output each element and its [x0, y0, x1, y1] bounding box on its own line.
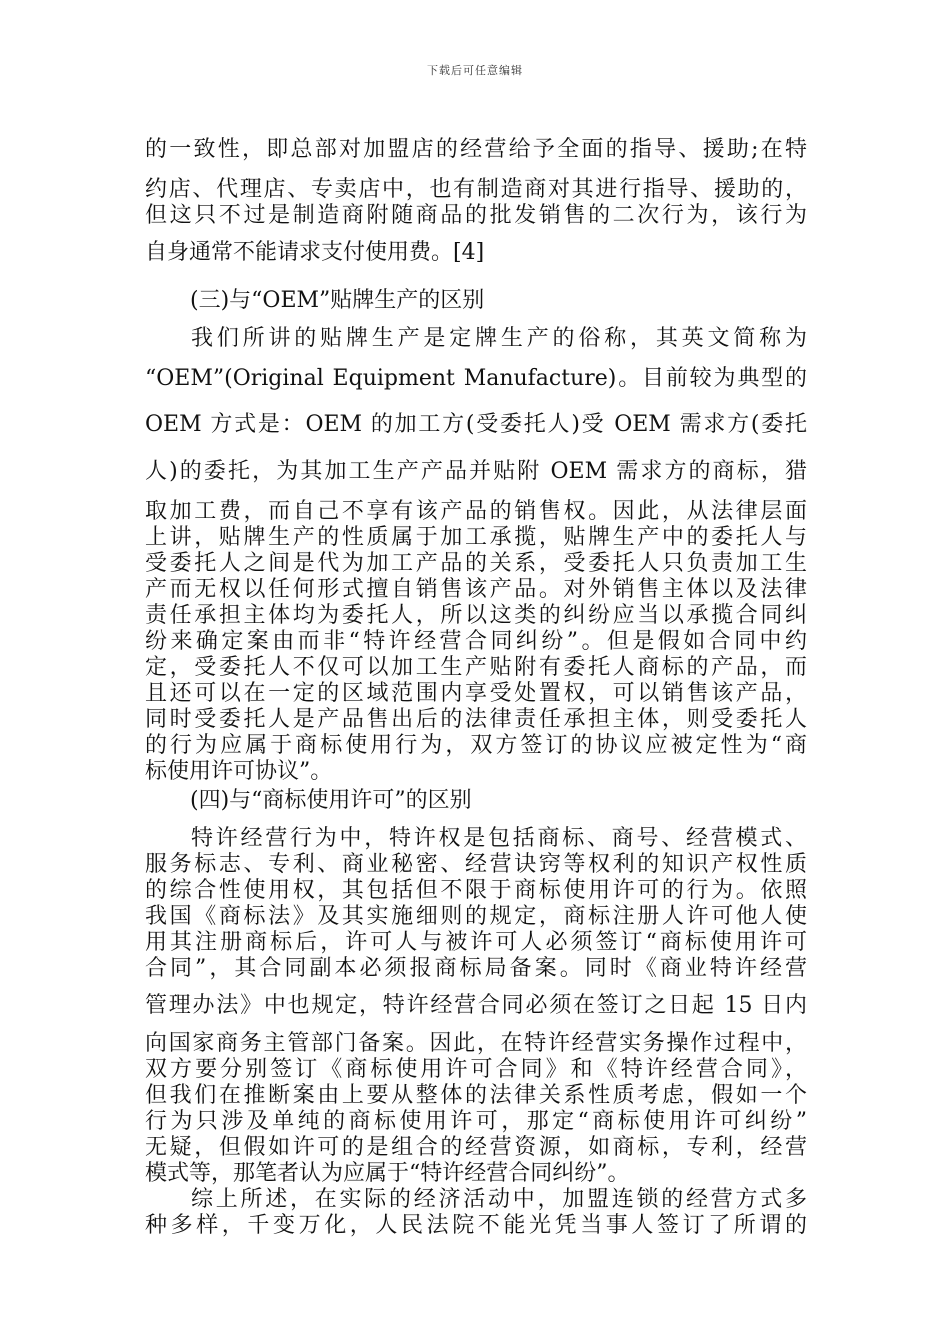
paragraph-line: 同时受委托人是产品售出后的法律责任承担主体，则受委托人: [145, 707, 807, 732]
paragraph-line: 的综合性使用权，其包括但不限于商标使用许可的行为。依照: [145, 878, 807, 903]
paragraph-line: 上讲，贴牌生产的性质属于加工承揽，贴牌生产中的委托人与: [145, 525, 807, 550]
paragraph-line: 自身通常不能请求支付使用费。[4]: [145, 240, 485, 265]
paragraph-line: 产而无权以任何形式擅自销售该产品。对外销售主体以及法律: [145, 577, 807, 602]
paragraph-line: 责任承担主体均为委托人，所以这类的纠纷应当以承揽合同纠: [145, 603, 807, 628]
paragraph-line: 受委托人之间是代为加工产品的关系，受委托人只负责加工生: [145, 551, 807, 576]
paragraph-line: OEM 方式是：OEM 的加工方(受委托人)受 OEM 需求方(委托: [145, 412, 807, 437]
paragraph-line: 服务标志、专利、商业秘密、经营诀窍等权利的知识产权性质: [145, 852, 807, 877]
paragraph-line: 无疑，但假如许可的是组合的经营资源，如商标，专利，经营: [145, 1135, 807, 1160]
paragraph-line: 人)的委托，为其加工生产产品并贴附 OEM 需求方的商标，猎: [145, 459, 807, 484]
paragraph-line: 但这只不过是制造商附随商品的批发销售的二次行为，该行为: [145, 203, 807, 228]
paragraph-line: 约店、代理店、专卖店中，也有制造商对其进行指导、援助的，: [145, 177, 807, 202]
paragraph-line: 综上所述，在实际的经济活动中，加盟连锁的经营方式多: [191, 1187, 807, 1212]
paragraph-line: 模式等，那笔者认为应属于“特许经营合同纠纷”。: [145, 1161, 630, 1186]
paragraph-line: 特许经营行为中，特许权是包括商标、商号、经营模式、: [191, 826, 807, 851]
paragraph-line: 的一致性，即总部对加盟店的经营给予全面的指导、援助;在特: [145, 137, 807, 162]
paragraph-line: 用其注册商标后，许可人与被许可人必须签订“商标使用许可: [145, 930, 807, 955]
paragraph-line: 标使用许可协议”。: [145, 759, 333, 784]
section-heading: (三)与“OEM”贴牌生产的区别: [190, 288, 485, 313]
paragraph-line: 双方要分别签订《商标使用许可合同》和《特许经营合同》，: [145, 1057, 807, 1082]
paragraph-line: “OEM”(Original Equipment Manufacture)。目前较为典型的: [145, 366, 807, 391]
paragraph-line: 纷来确定案由而非“特许经营合同纠纷”。但是假如合同中约: [145, 629, 807, 654]
paragraph-line: 管理办法》中也规定，特许经营合同必须在签订之日起 15 日内: [145, 993, 807, 1018]
paragraph-line: 我们所讲的贴牌生产是定牌生产的俗称，其英文简称为: [191, 326, 807, 351]
page-header: 下载后可任意编辑: [427, 64, 523, 77]
paragraph-line: 且还可以在一定的区域范围内享受处置权，可以销售该产品，: [145, 681, 807, 706]
paragraph-line: 行为只涉及单纯的商标使用许可，那定“商标使用许可纠纷”: [145, 1109, 807, 1134]
paragraph-line: 取加工费，而自己不享有该产品的销售权。因此，从法律层面: [145, 499, 807, 524]
paragraph-line: 合同”，其合同副本必须报商标局备案。同时《商业特许经营: [145, 956, 807, 981]
paragraph-line: 定，受委托人不仅可以加工生产贴附有委托人商标的产品，而: [145, 655, 807, 680]
paragraph-line: 的行为应属于商标使用行为，双方签订的协议应被定性为“商: [145, 733, 807, 758]
section-heading: (四)与“商标使用许可”的区别: [190, 788, 472, 813]
paragraph-line: 我国《商标法》及其实施细则的规定，商标注册人许可他人使: [145, 904, 807, 929]
paragraph-line: 向国家商务主管部门备案。因此，在特许经营实务操作过程中，: [145, 1031, 807, 1056]
paragraph-line: 种多样，千变万化，人民法院不能光凭当事人签订了所谓的: [145, 1213, 807, 1238]
paragraph-line: 但我们在推断案由上要从整体的法律关系性质考虑，假如一个: [145, 1083, 807, 1108]
